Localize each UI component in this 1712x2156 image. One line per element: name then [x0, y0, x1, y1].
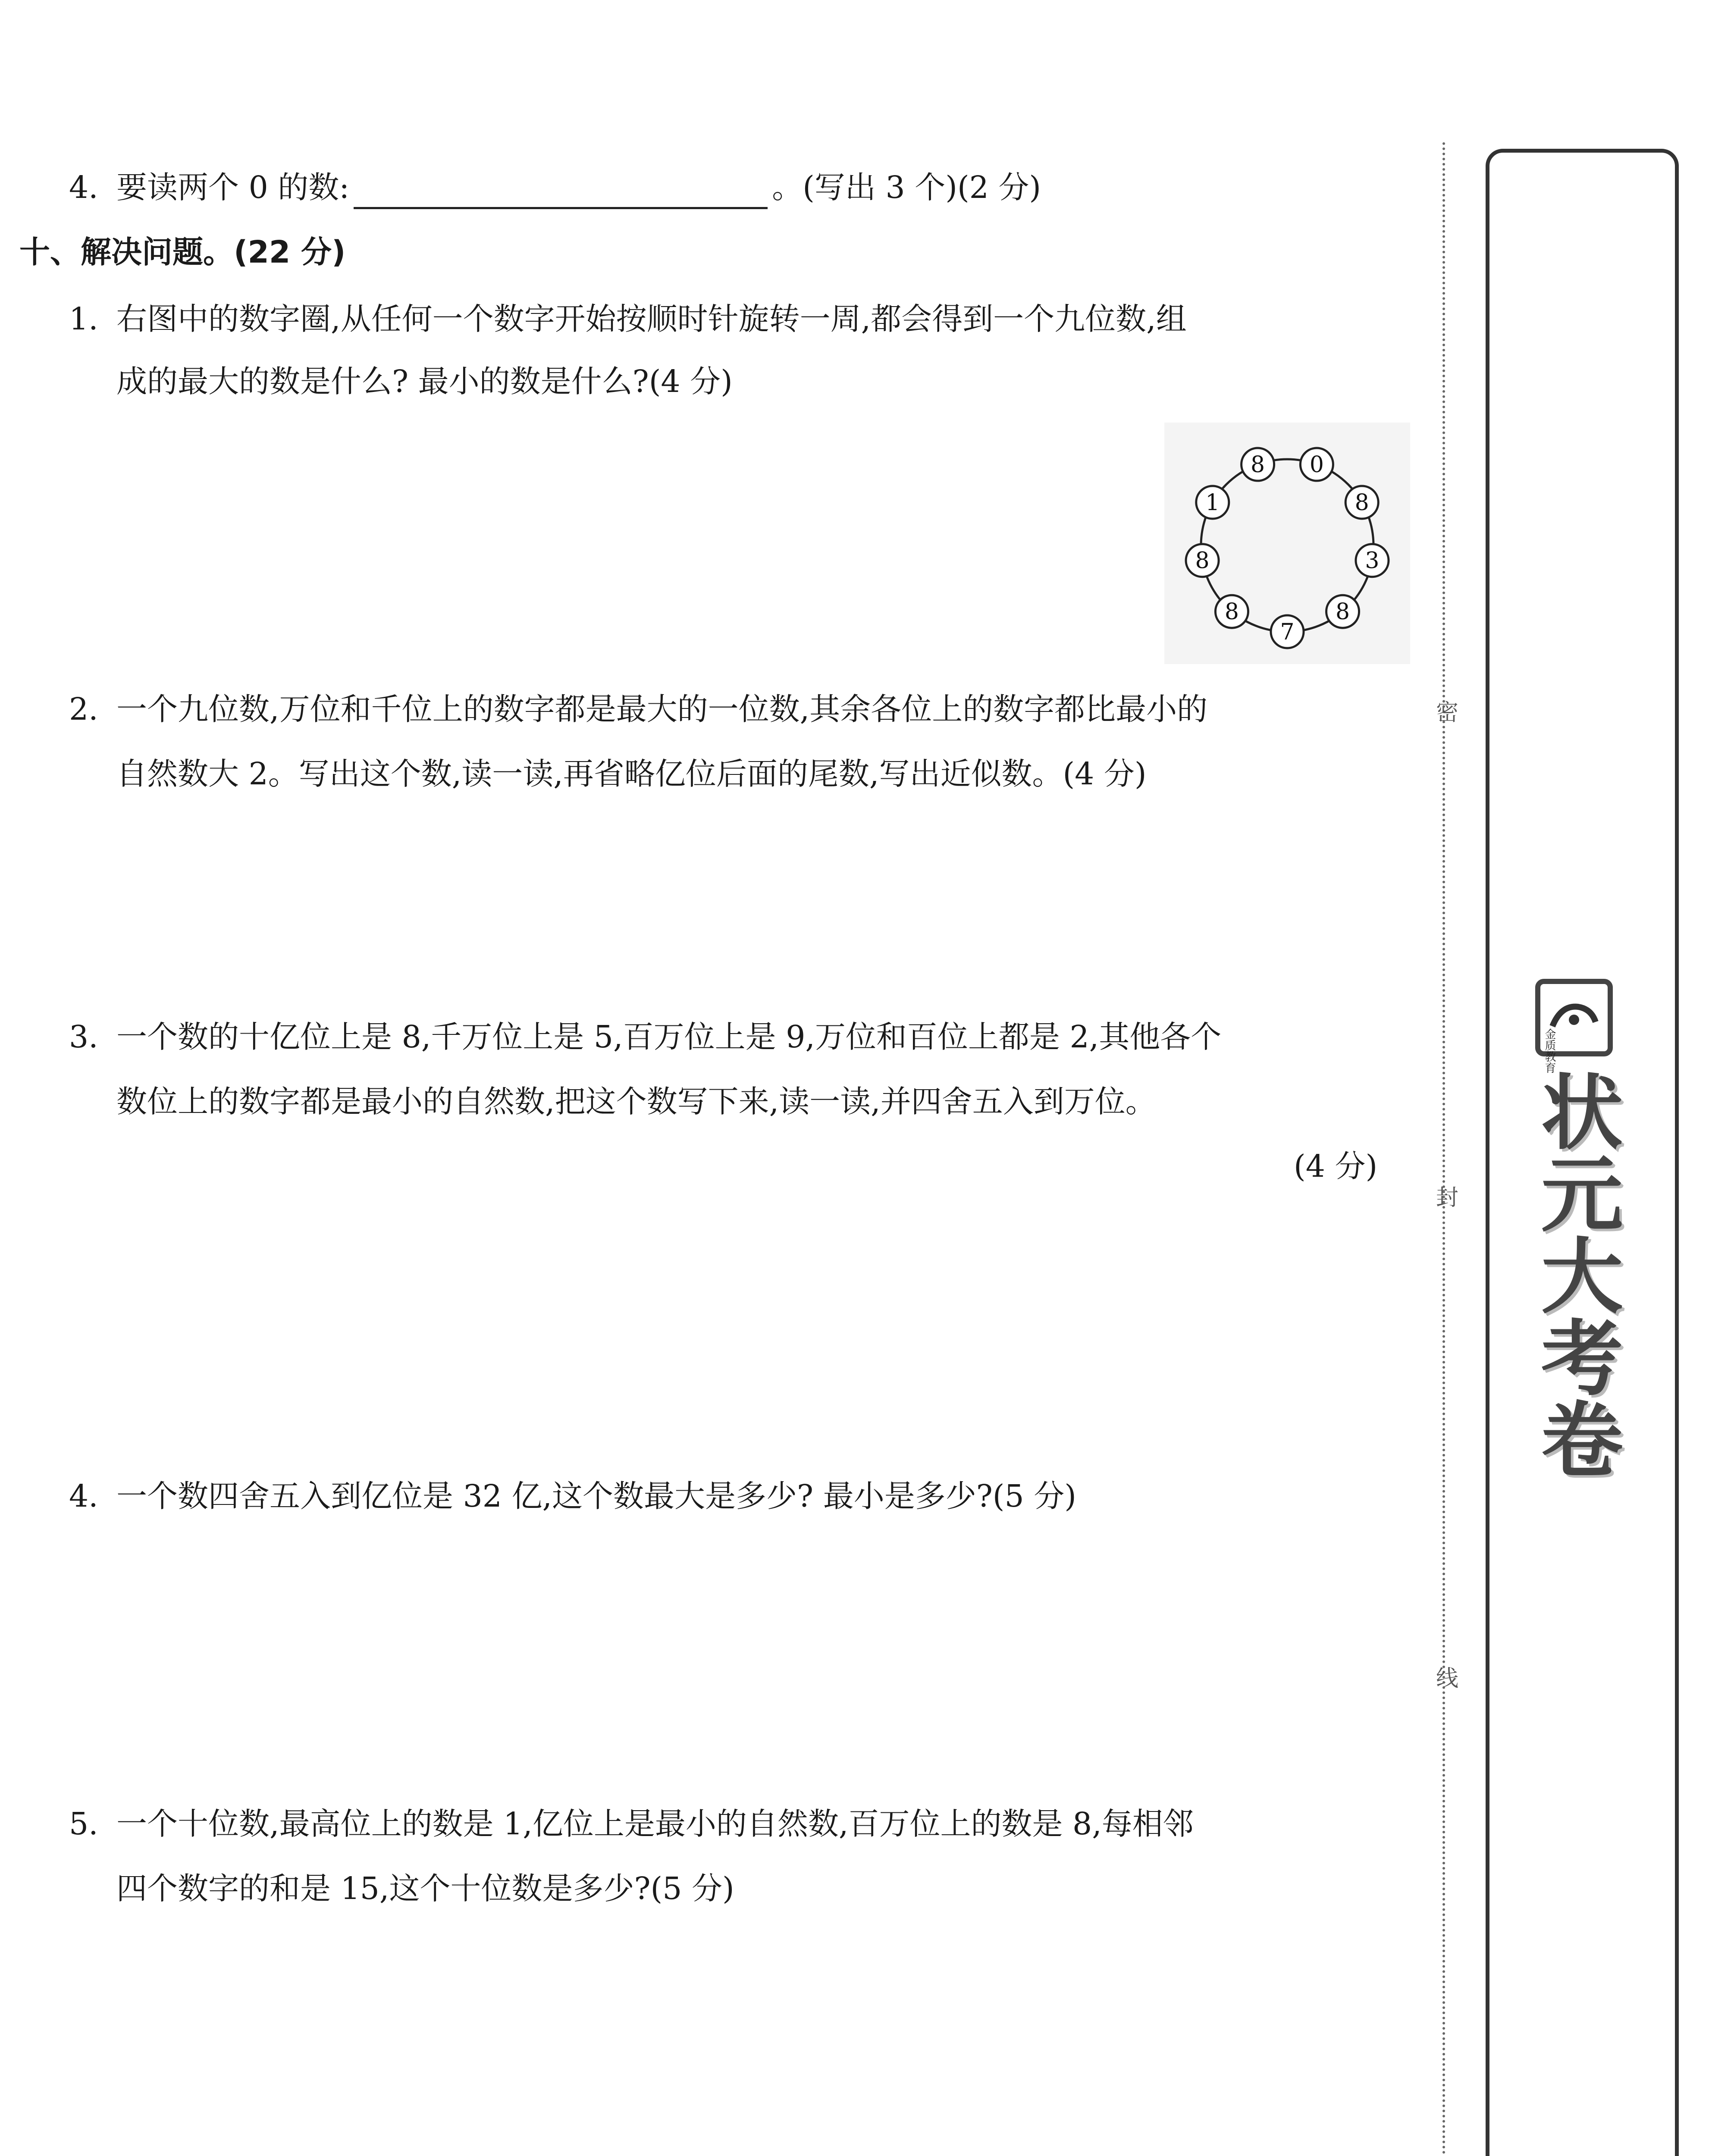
problem-number: 5. — [69, 1806, 98, 1842]
brand-title: 状元大考卷 — [1527, 1069, 1623, 1479]
logo-subtitle: 金质教育 — [1543, 1028, 1556, 1073]
digit-label: 8 — [1336, 599, 1350, 625]
digit-node — [1215, 595, 1248, 628]
digit-label: 0 — [1309, 452, 1324, 478]
problem-text: 一个九位数,万位和千位上的数字都是最大的一位数,其余各位上的数字都比最小的 — [116, 691, 1208, 727]
problem-text: 一个十位数,最高位上的数是 1,亿位上是最小的自然数,百万位上的数是 8,每相邻 — [116, 1806, 1194, 1842]
digit-label: 8 — [1224, 599, 1239, 625]
seal-mark-feng: 封 — [1436, 1185, 1459, 1211]
problem-number: 1. — [69, 301, 98, 337]
digit-label: 1 — [1205, 490, 1220, 516]
digit-label: 8 — [1195, 548, 1210, 574]
seal-mark-mi: 密 — [1436, 700, 1459, 726]
problem-text: 一个数的十亿位上是 8,千万位上是 5,百万位上是 9,万位和百位上都是 2,其他各个 — [116, 1019, 1222, 1055]
digit-node — [1300, 448, 1333, 481]
question-score: 。(写出 3 个)(2 分) — [772, 169, 1041, 205]
fill-in-question-4 — [69, 166, 1041, 209]
problem-5-line-1 — [69, 1802, 1194, 1846]
problem-3-score: (4 分) — [1294, 1148, 1378, 1184]
digit-node — [1242, 448, 1274, 481]
seal-mark-xian: 线 — [1436, 1666, 1459, 1692]
problem-4-line-1 — [69, 1475, 1076, 1518]
digit-circle-figure — [1164, 423, 1410, 664]
digit-node — [1186, 544, 1219, 577]
digit-node — [1326, 595, 1359, 628]
problem-text: 右图中的数字圈,从任何一个数字开始按顺时针旋转一周,都会得到一个九位数,组 — [116, 301, 1187, 337]
problem-2-line-1 — [69, 688, 1207, 731]
problem-2-line-2: 自然数大 2。写出这个数,读一读,再省略亿位后面的尾数,写出近似数。(4 分) — [116, 756, 1147, 792]
digit-label: 3 — [1365, 548, 1380, 574]
problem-3-line-1 — [69, 1015, 1221, 1059]
digit-node — [1271, 615, 1304, 648]
problem-5-line-2: 四个数字的和是 15,这个十位数是多少?(5 分) — [116, 1871, 734, 1906]
section-heading: 十、解决问题。(22 分) — [19, 234, 346, 270]
question-text: 要读两个 0 的数: — [116, 169, 350, 205]
question-number: 4. — [69, 169, 98, 205]
problem-number: 2. — [69, 691, 98, 727]
digit-node — [1345, 486, 1378, 519]
problem-number: 3. — [69, 1019, 98, 1055]
problem-1-line-2: 成的最大的数是什么? 最小的数是什么?(4 分) — [116, 364, 733, 399]
digit-node — [1196, 486, 1229, 519]
digit-node — [1356, 544, 1389, 577]
problem-1-line-1 — [69, 298, 1187, 341]
problem-number: 4. — [69, 1478, 98, 1514]
problem-3-line-2: 数位上的数字都是最小的自然数,把这个数写下来,读一读,并四舍五入到万位。 — [116, 1084, 1156, 1119]
digit-label: 7 — [1280, 619, 1295, 645]
answer-blank[interactable] — [354, 177, 768, 209]
digit-label: 8 — [1251, 452, 1265, 478]
problem-text: 一个数四舍五入到亿位是 32 亿,这个数最大是多少? 最小是多少?(5 分) — [116, 1478, 1076, 1514]
binding-divider — [1442, 142, 1445, 2156]
digit-label: 8 — [1355, 490, 1369, 516]
